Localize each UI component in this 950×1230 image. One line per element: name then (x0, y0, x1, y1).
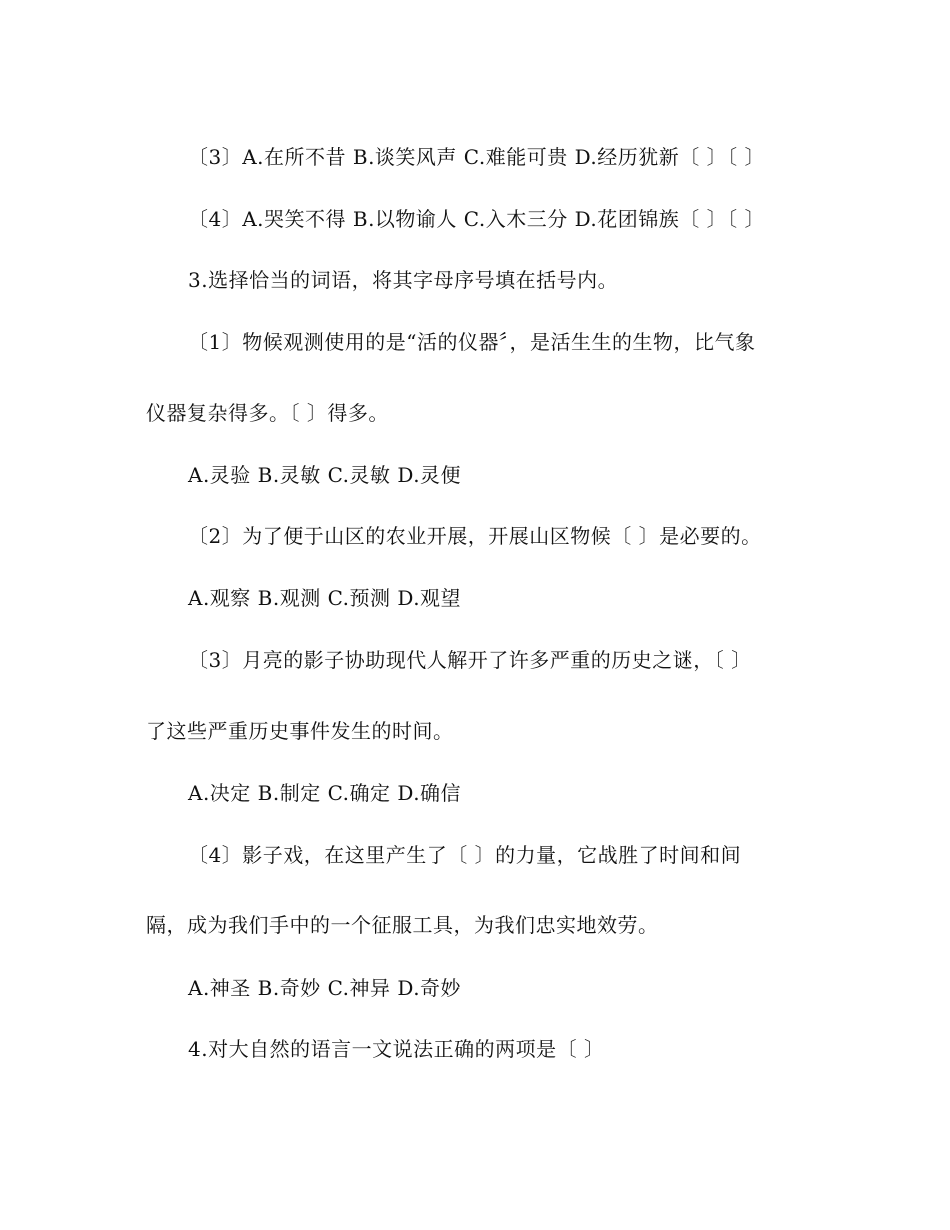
question-4-heading: 4.对大自然的语言一文说法正确的两项是〔 〕 (188, 1037, 605, 1061)
question-3-item-1-text: 〔1〕物候观测使用的是“活的仪器〞，是活生生的生物，比气象 (188, 330, 756, 354)
question-2-item-3: 〔3〕A.在所不昔 B.谈笑风声 C.难能可贵 D.经历犹新〔 〕〔 〕 (188, 145, 765, 169)
question-3-item-3-text-cont: 了这些严重历史事件发生的时间。 (146, 719, 454, 743)
question-3-item-4-text: 〔4〕影子戏，在这里产生了〔 〕的力量，它战胜了时间和间 (188, 843, 742, 867)
question-3-item-2-text: 〔2〕为了便于山区的农业开展，开展山区物候〔 〕是必要的。 (188, 524, 762, 548)
question-3-heading: 3.选择恰当的词语，将其字母序号填在括号内。 (188, 268, 619, 292)
question-3-item-3-options: A.决定 B.制定 C.确定 D.确信 (188, 781, 462, 805)
question-2-item-4: 〔4〕A.哭笑不得 B.以物谕人 C.入木三分 D.花团锦族〔 〕〔 〕 (188, 207, 765, 231)
question-3-item-1-text-cont: 仪器复杂得多。〔 〕得多。 (146, 401, 389, 425)
question-3-item-4-text-cont: 隔，成为我们手中的一个征服工具，为我们忠实地效劳。 (146, 913, 659, 937)
question-3-item-2-options: A.观察 B.观测 C.预测 D.观望 (188, 586, 462, 610)
question-3-item-1-options: A.灵验 B.灵敏 C.灵敏 D.灵便 (188, 463, 462, 487)
question-3-item-3-text: 〔3〕月亮的影子协助现代人解开了许多严重的历史之谜，〔 〕 (188, 648, 752, 672)
question-3-item-4-options: A.神圣 B.奇妙 C.神异 D.奇妙 (188, 976, 462, 1000)
